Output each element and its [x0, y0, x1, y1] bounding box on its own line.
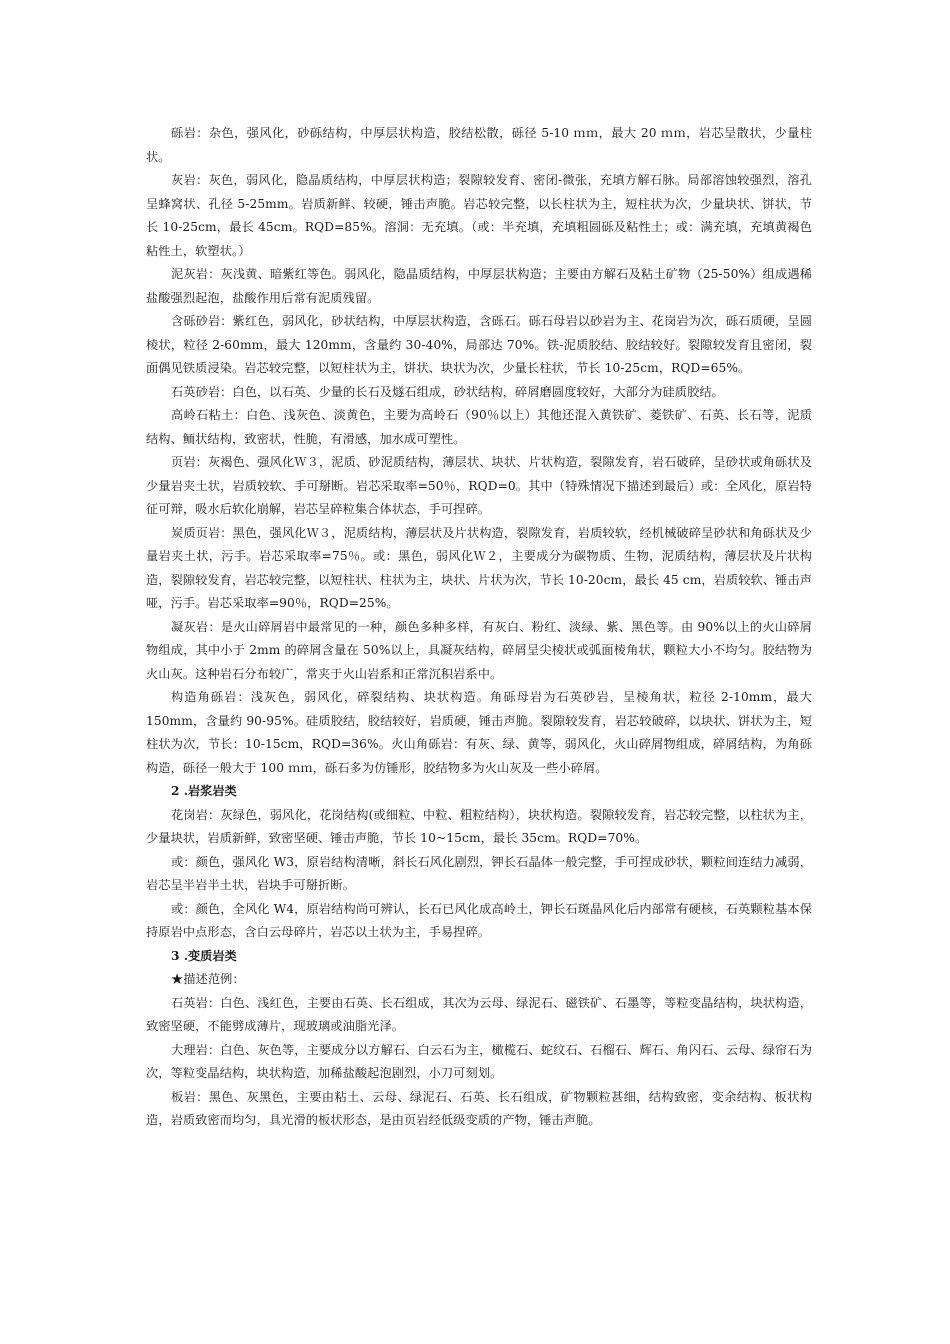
- paragraph-tuff: 凝灰岩：是火山碎屑岩中最常见的一种，颜色多种多样，有灰白、粉红、淡绿、紫、黑色等。由 90%以上的火山碎屑物组成，其中小于 2mm 的碎屑含量在 50%以上，具凝灰结构，碎屑呈尖棱状或弧面棱角状，颗粒大小不均匀。胶结物为火山灰。这种岩石分布较广，常夹于火山岩系和正常沉积岩系中。: [146, 619, 812, 681]
- paragraph-pebbly-sandstone: 含砾砂岩：紫红色，弱风化，砂状结构，中厚层状构造，含砾石。砾石母岩以砂岩为主、花岗岩为次，砾石质硬，呈圆棱状，粒径 2-60mm，最大 120mm，含量约 30-40%，局部达 70%。铁-泥质胶结、胶结较好。裂隙较发育且密闭，裂面偶见铁质浸染。岩芯较完整，以短柱状为主，饼状、块状为次，少量长柱状，节长 10-25cm，RQD=65%。: [146, 314, 812, 375]
- paragraph-marl: 泥灰岩：灰浅黄、暗紫红等色。弱风化，隐晶质结构，中厚层状构造；主要由方解石及粘土矿物（25-50%）组成遇稀盐酸强烈起泡，盐酸作用后常有泥质残留。: [146, 267, 812, 305]
- paragraph-granite-w4: 或：颜色，全风化 W4，原岩结构尚可辨认，长石已风化成高岭土，钾长石斑晶风化后内部常有硬核，石英颗粒基本保持原岩中点形态，含白云母碎片，岩芯以土状为主，手易捏碎。: [146, 901, 812, 939]
- paragraph-granite-w3: 或：颜色，强风化 W3，原岩结构清晰，斜长石风化剧烈，钾长石晶体一般完整，手可捏成砂状，颗粒间连结力减弱，岩芯呈半岩半土状，岩块手可掰折断。: [146, 854, 812, 892]
- paragraph-kaolinite-clay: 高岭石粘土：白色、浅灰色、淡黄色，主要为高岭石（90％以上）其他还混入黄铁矿、菱铁矿、石英、长石等，泥质结构、鲕状结构，致密状，性脆，有滑感，加水成可塑性。: [146, 408, 812, 446]
- paragraph-carbonaceous-shale: 炭质页岩：黑色，强风化Ｗ３，泥质结构，薄层状及片状构造，裂隙发育，岩质较软，经机械破碎呈砂状和角砾状及少量岩夹土状，污手。岩芯采取率=75％。或：黑色，弱风化Ｗ２，主要成分为碳物质、生物，泥质结构，薄层状及片状构造，裂隙较发育，岩芯较完整，以短柱状、柱状为主，块状、片状为次，节长 10-20cm，最长 45 cm，岩质较软、锤击声哑，污手。岩芯采取率=90％，RQD=25%。: [146, 525, 812, 610]
- paragraph-marble: 大理岩：白色、灰色等，主要成分以方解石、白云石为主，橄榄石、蛇纹石、石榴石、辉石、角闪石、云母、绿帘石为次，等粒变晶结构，块状构造，加稀盐酸起泡剧烈，小刀可刻划。: [146, 1042, 812, 1080]
- paragraph-tectonic-breccia: 构造角砾岩：浅灰色，弱风化，碎裂结构、块状构造。角砾母岩为石英砂岩，呈棱角状，粒径 2-10mm，最大 150mm，含量约 90-95%。硅质胶结，胶结较好，岩质硬，锤击声脆。裂隙较发育，岩芯较破碎，以块状、饼状为主，短柱状为次，节长：10-15cm，RQD=36%。火山角砾岩：有灰、绿、黄等，弱风化，火山碎屑物组成，碎屑结构，为角砾构造，砾径一般大于 100 ｍｍ，砾石多为仿锤形，胶结物多为火山灰及一些小碎屑。: [146, 690, 812, 775]
- section-heading-igneous: 2 .岩浆岩类: [171, 784, 237, 798]
- paragraph-slate: 板岩：黑色、灰黑色，主要由粘土、云母、绿泥石、石英、长石组成，矿物颗粒甚细，结构致密，变余结构、板状构造，岩质致密而均匀，具光滑的板状形态，是由页岩经低级变质的产物，锤击声脆。: [146, 1089, 812, 1127]
- paragraph-conglomerate: 砾岩：杂色，强风化，砂砾结构，中厚层状构造，胶结松散，砾径 5-10 ｍｍ，最大 20 ｍｍ，岩芯呈散状，少量柱状。: [146, 126, 812, 164]
- paragraph-quartz-sandstone: 石英砂岩：白色，以石英、少量的长石及燧石组成，砂状结构，碎屑磨圆度较好，大部分为硅质胶结。: [171, 384, 724, 399]
- paragraph-quartzite: 石英岩：白色、浅红色，主要由石英、长石组成，其次为云母、绿泥石、磁铁矿、石墨等，等粒变晶结构，块状构造，致密坚硬，不能劈成薄片，现玻璃或油脂光泽。: [146, 995, 812, 1033]
- paragraph-shale: 页岩：灰褐色、强风化Ｗ３，泥质、砂泥质结构，薄层状、块状、片状构造，裂隙发育，岩石破碎，呈砂状或角砾状及少量岩夹土状，岩质较软、手可掰断。岩芯采取率=50％，RQD=0。其中（特殊情况下描述到最后）或：全风化，原岩特征可辩，吸水后软化崩解，岩芯呈碎粒集合体状态，手可捏碎。: [146, 455, 812, 516]
- section-heading-metamorphic: 3 .变质岩类: [171, 948, 237, 963]
- paragraph-limestone: 灰岩：灰色，弱风化，隐晶质结构，中厚层状构造；裂隙较发育、密闭-微张，充填方解石脉。局部溶蚀较强烈，溶孔呈蜂窝状、孔径 5-25mm。岩质新鲜、较硬，锤击声脆。岩芯较完整，以长柱状为主，短柱状为次，少量块状、饼状，节长 10-25cm，最长 45cm。RQD=85%。溶洞：无充填。（或：半充填，充填粗圆砾及粘性土；或：满充填，充填黄褐色粘性土，软塑状。）: [146, 173, 812, 258]
- paragraph-example-label: ★描述范例：: [171, 972, 245, 986]
- document-body: [146, 122, 812, 1133]
- paragraph-granite: 花岗岩：灰绿色，弱风化，花岗结构(或细粒、中粒、粗粒结构），块状构造。裂隙较发育，岩芯较完整，以柱状为主，少量块状，岩质新鲜，致密坚硬、锤击声脆，节长 10~15cm，最长 35cm。RQD=70%。: [146, 807, 812, 845]
